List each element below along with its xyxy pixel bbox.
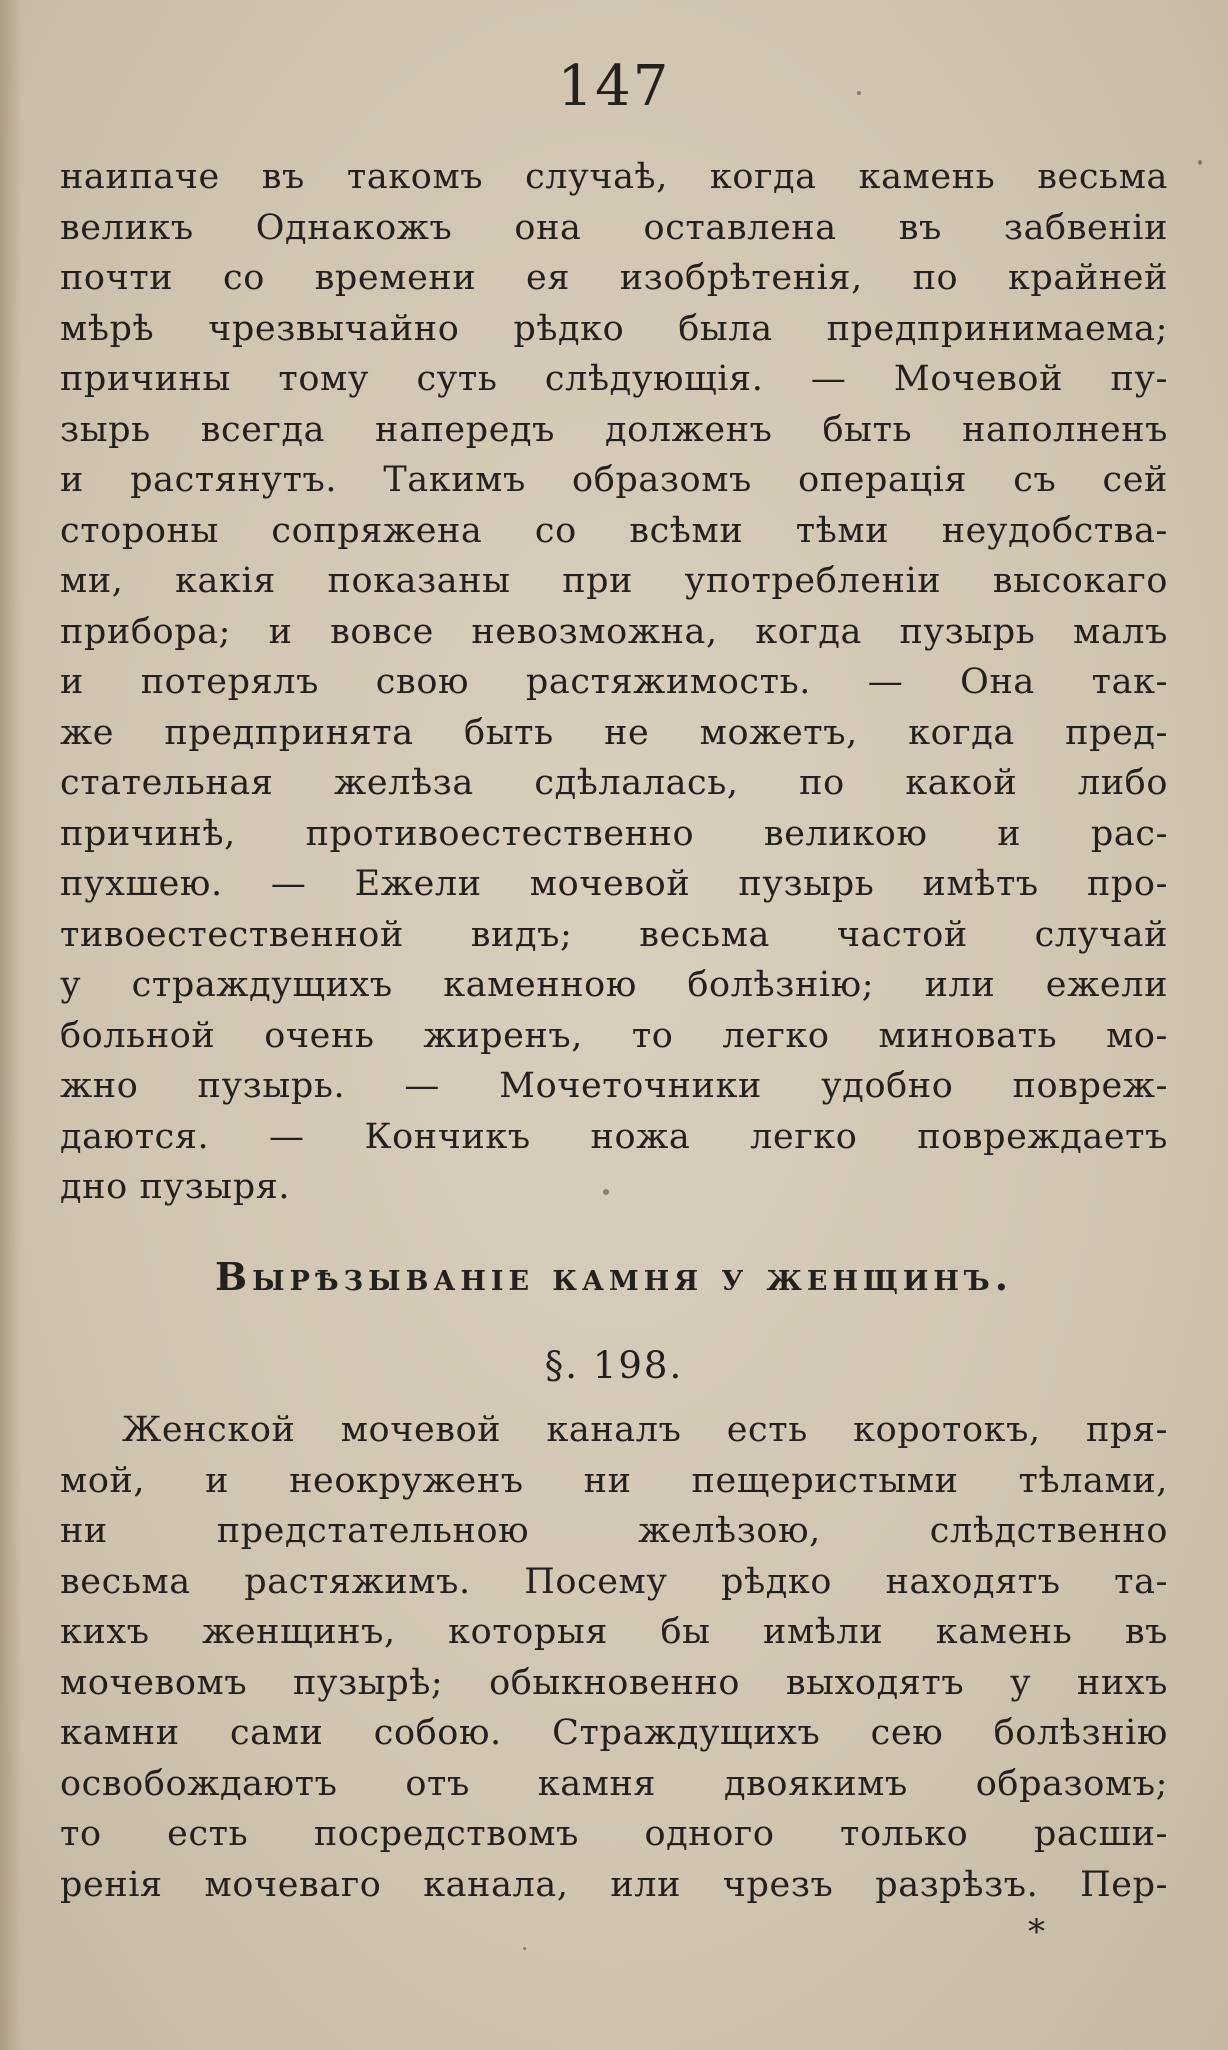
text-line: дно пузыря.: [60, 1167, 291, 1207]
paragraph-continued: [60, 152, 1168, 1213]
text-line: весьма растяжимъ. Посему рѣдко находятъ та-: [60, 1561, 1168, 1602]
text-line: же предпринята быть не можетъ, когда пред-: [60, 712, 1168, 753]
text-line: прибора; и вовсе невозможна, когда пузырь малъ: [60, 611, 1168, 652]
text-line: ренія мочеваго канала, или чрезъ разрѣзъ. Пер-: [60, 1864, 1168, 1905]
text-line: и потерялъ свою растяжимость. — Она так-: [60, 662, 1168, 702]
text-line: зырь всегда напередъ долженъ быть наполненъ: [60, 409, 1168, 450]
text-line: то есть посредствомъ одного только расши-: [60, 1814, 1168, 1854]
text-line: причинѣ, противоестественно великою и рас-: [60, 813, 1168, 854]
text-line: Женской мочевой каналъ есть коротокъ, пря-: [122, 1410, 1168, 1450]
section-heading: Вырѣзываніе камня у женщинъ.: [215, 1254, 1013, 1299]
text-line: пухшею. — Ежели мочевой пузырь имѣтъ про-: [60, 864, 1168, 904]
text-line: кихъ женщинъ, которыя бы имѣли камень въ: [60, 1612, 1168, 1652]
text-line: причины тому суть слѣдующія. — Мочевой пу-: [60, 359, 1168, 399]
signature-mark: *: [1028, 1912, 1045, 1952]
text-line: освобождаютъ отъ камня двоякимъ образомъ;: [60, 1763, 1168, 1804]
text-line: мѣрѣ чрезвычайно рѣдко была предпринимаема;: [60, 308, 1168, 349]
page-gutter-shadow: [0, 0, 22, 2050]
text-line: даются. — Кончикъ ножа легко повреждаетъ: [60, 1116, 1168, 1157]
text-line: у страждущихъ каменною болѣзнію; или ежели: [60, 965, 1168, 1005]
text-line: ни предстательною желѣзою, слѣдственно: [60, 1511, 1168, 1551]
text-line: тивоестественной видъ; весьма частой случай: [60, 914, 1168, 955]
paragraph-section-198: [60, 1405, 1168, 1910]
paper-speck: [523, 1947, 526, 1950]
section-number: §. 198.: [544, 1344, 684, 1387]
paper-speck: [603, 1189, 609, 1195]
text-line: ми, какія показаны при употребленіи высокаго: [60, 561, 1168, 601]
text-line: и растянутъ. Такимъ образомъ операція съ сей: [60, 460, 1168, 500]
paper-speck: [1198, 160, 1202, 165]
text-line: наипаче въ такомъ случаѣ, когда камень весьма: [60, 157, 1168, 197]
text-line: почти со времени ея изобрѣтенія, по крайней: [60, 258, 1168, 298]
paper-speck: [857, 91, 861, 95]
text-line: камни сами собою. Страждущихъ сею болѣзнію: [60, 1713, 1168, 1753]
text-line: мой, и неокруженъ ни пещеристыми тѣлами,: [60, 1460, 1168, 1501]
text-line: мочевомъ пузырѣ; обыкновенно выходятъ у нихъ: [60, 1662, 1168, 1703]
text-line: стательная желѣза сдѣлалась, по какой либо: [60, 763, 1168, 803]
text-line: жно пузырь. — Мочеточники удобно повреж-: [60, 1066, 1168, 1106]
text-line: великъ Однакожъ она оставлена въ забвеніи: [60, 207, 1168, 248]
text-line: стороны сопряжена со всѣми тѣми неудобства-: [60, 510, 1168, 551]
page-number: 147: [557, 54, 671, 119]
text-line: больной очень жиренъ, то легко миновать мо-: [60, 1015, 1168, 1056]
